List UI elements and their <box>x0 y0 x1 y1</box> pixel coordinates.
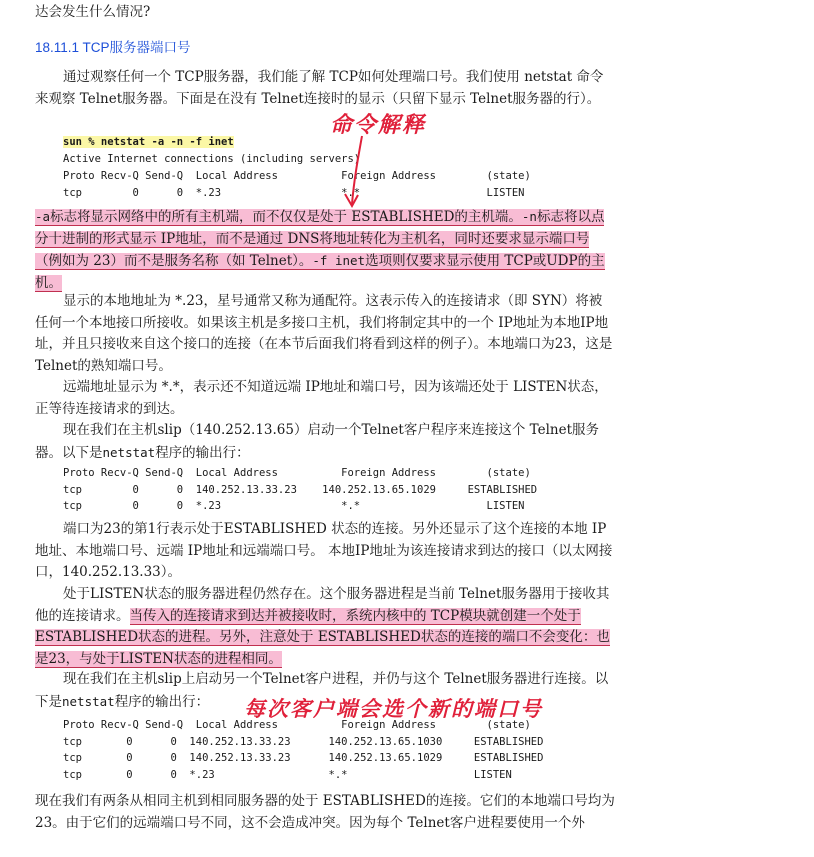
code-line: tcp 0 0 140.252.13.33.23 140.252.13.65.1029 ESTABLISHED <box>63 484 538 496</box>
code-line: Active Internet connections (including servers) <box>63 153 361 165</box>
code-line: tcp 0 0 *.23 *.* LISTEN <box>63 500 525 512</box>
annotation-arrow-icon <box>340 134 370 210</box>
paragraph-intro: 通过观察任何一个 TCP服务器，我们能了解 TCP如何处理端口号。我们使用 netstat 命令来观察 Telnet服务器。下面是在没有 Telnet连接时的显示（只留下显示 Telnet服务器的行）。 <box>35 69 604 107</box>
paragraph-established: 端口为23的第1行表示处于ESTABLISHED 状态的连接。另外还显示了这个连接的本地 IP地址、本地端口号、远端 IP地址和远端端口号。 本地IP地址为该连接请求到达的接口（以太网接口，140.252.13.33）。 <box>35 521 613 580</box>
code-line: Proto Recv-Q Send-Q Local Address Foreign Address (state) <box>63 719 531 731</box>
paragraph-remote-address: 远端地址显示为 *.*，表示还不知道远端 IP地址和端口号，因为该端还处于 LISTEN状态，正等待连接请求的到达。 <box>35 379 608 417</box>
section-heading: 18.11.1 TCP服务器端口号 <box>35 40 191 55</box>
top-fragment: 达会发生什么情况? <box>35 4 151 20</box>
paragraph-local-address: 显示的本地地址为 *.23，星号通常又称为通配符。这表示传入的连接请求（即 SYN）将被任何一个本地接口所接收。如果该主机是多接口主机，我们将制定其中的一个 IP地址为本地IP地址，并且只接收来自这个接口的连接（在本节后面我们将看到这样的例子）。本地端口为23，这是Telnet的熟知端口号。 <box>35 293 613 374</box>
code-line: tcp 0 0 *.23 *.* LISTEN <box>63 769 512 781</box>
paragraph-second-client: 现在我们在主机slip上启动另一个Telnet客户进程，并仍与这个 Telnet服务器进行连接。以下是netstat程序的输出行： <box>35 671 609 710</box>
highlight-kernel-note: 当传入的连接请求到达并被接收时，系统内核中的 TCP模块就创建一个处于ESTABLISHED状态的进程。另外，注意处于 ESTABLISHED状态的连接的端口不会变化：也是23，与处于LISTEN状态的进程相同。 <box>35 607 610 667</box>
flag-f-inet: -f inet <box>312 253 366 268</box>
highlight-explanation: -a标志将显示网络中的所有主机端，而不仅仅是处于 ESTABLISHED的主机端。-n标志将以点分十进制的形式显示 IP地址，而不是通过 DNS将地址转化为主机名，同时还要求显示端口号（例如为 23）而不是服务名称（如 Telnet）。-f inet选项则仅要求显示使用 TCP或UDP的主机。 <box>35 209 605 291</box>
code-line: Proto Recv-Q Send-Q Local Address Foreign Address (state) <box>63 170 531 182</box>
code-line: Proto Recv-Q Send-Q Local Address Foreign Address (state) <box>63 467 531 479</box>
command-line: sun % netstat -a -n -f inet <box>63 136 234 148</box>
netstat-command <box>63 134 234 151</box>
code-line: tcp 0 0 140.252.13.33.23 140.252.13.65.1030 ESTABLISHED <box>63 736 544 748</box>
paragraph-two-connections: 现在我们有两条从相同主机到相同服务器的处于 ESTABLISHED的连接。它们的本地端口号均为23。由于它们的远端端口号不同，这不会造成冲突。因为每个 Telnet客户进程要使用一个外 <box>35 793 615 831</box>
handwritten-annotation: 命令解释 <box>330 112 427 138</box>
paragraph-listen: 处于LISTEN状态的服务器进程仍然存在。这个服务器进程是当前 Telnet服务器用于接收其他的连接请求。当传入的连接请求到达并被接收时，系统内核中的 TCP模块就创建一个处于ESTABLISHED状态的进程。另外，注意处于 ESTABLISHED状态的连接的端口不会变化：也是23，与处于LISTEN状态的进程相同。 <box>35 586 610 667</box>
flag-a: -a <box>35 209 51 224</box>
code-line: tcp 0 0 *.23 *.* LISTEN <box>63 187 525 199</box>
paragraph-telnet-client: 现在我们在主机slip（140.252.13.65）启动一个Telnet客户程序来连接这个 Telnet服务器。以下是netstat程序的输出行： <box>35 422 600 461</box>
handwritten-annotation: 每次客户端会选个新的端口号 <box>244 696 543 721</box>
flag-n: -n <box>521 209 537 224</box>
code-line: tcp 0 0 140.252.13.33.23 140.252.13.65.1029 ESTABLISHED <box>63 752 544 764</box>
